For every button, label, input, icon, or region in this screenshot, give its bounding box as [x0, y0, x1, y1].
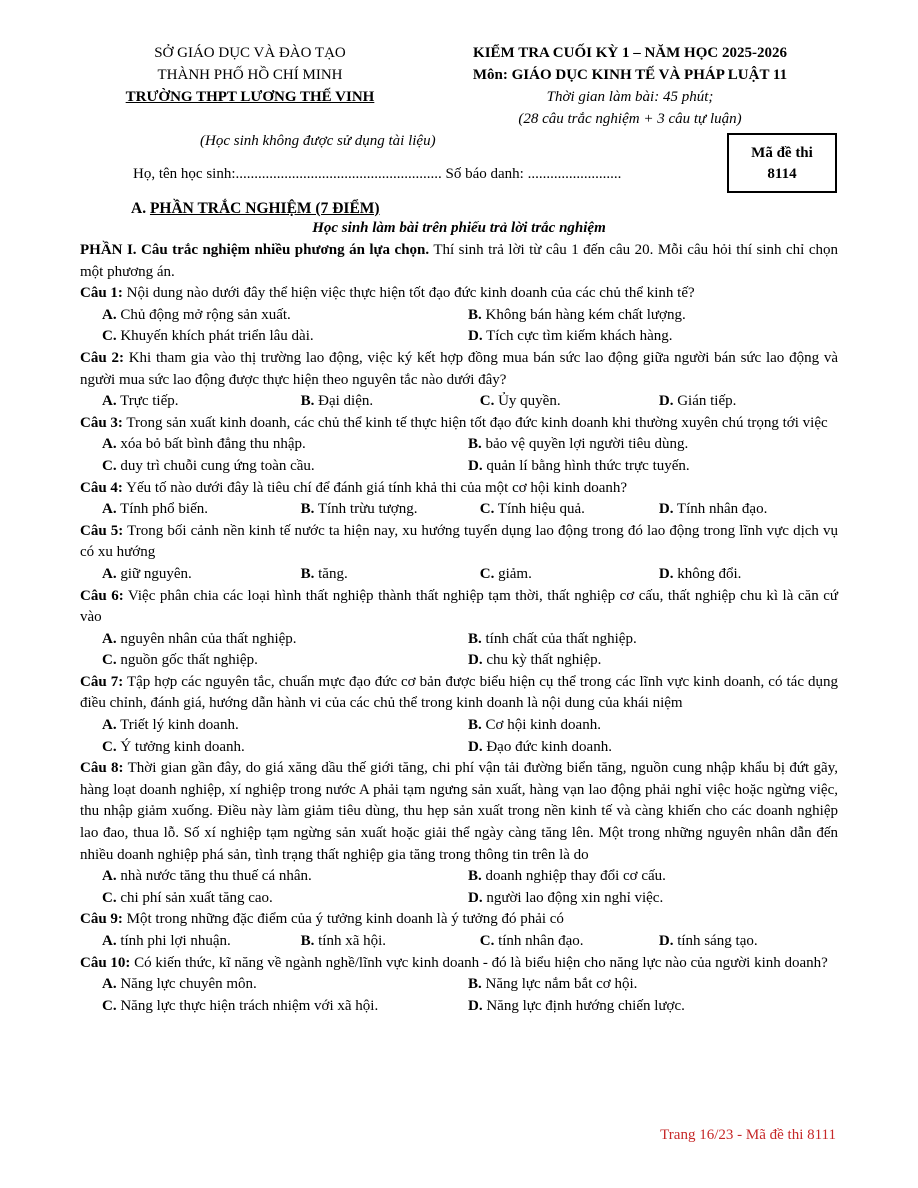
option-label: D. — [468, 997, 483, 1014]
option-text: Đại diện. — [314, 393, 374, 410]
option-b — [468, 974, 834, 996]
option-c — [80, 888, 468, 910]
option-d — [468, 737, 834, 759]
option-text: Chủ động mở rộng sản xuất. — [116, 306, 291, 323]
option-text: Không bán hàng kém chất lượng. — [481, 306, 686, 323]
option-text: tăng. — [314, 565, 348, 582]
question-stem — [80, 348, 838, 391]
options — [80, 629, 838, 672]
option-label: C. — [479, 565, 495, 582]
question-text: Việc phân chia các loại hình thất nghiệp thành thất nghiệp tạm thời, thất nghiệp cơ cấu, thất nghiệp chu kì là căn cứ vào — [80, 587, 838, 626]
no-documents-note: (Học sinh không được sử dụng tài liệu) — [200, 133, 436, 149]
option-text: tính chất của thất nghiệp. — [481, 630, 637, 647]
question-4 — [80, 478, 838, 521]
option-b — [301, 499, 480, 521]
exam-code-box — [727, 133, 837, 193]
options — [80, 974, 838, 1017]
option-a — [80, 434, 468, 456]
option-b — [301, 931, 480, 953]
option-text: Ý tưởng kinh doanh. — [116, 738, 245, 755]
option-d — [468, 326, 834, 348]
option-label: D. — [468, 738, 483, 755]
question-number: Câu 9: — [80, 911, 123, 928]
option-a — [80, 715, 468, 737]
option-text: Tích cực tìm kiếm khách hàng. — [482, 328, 673, 345]
section-a-title: PHẦN TRẮC NGHIỆM (7 ĐIỂM) — [149, 200, 380, 217]
option-c — [80, 456, 468, 478]
question-3 — [80, 413, 838, 478]
question-stem — [80, 672, 838, 715]
question-2 — [80, 348, 838, 413]
option-label: B. — [468, 976, 482, 993]
option-a — [80, 564, 301, 586]
question-stem — [80, 758, 838, 866]
exam-structure: (28 câu trắc nghiệm + 3 câu tự luận) — [518, 111, 742, 127]
option-c — [80, 737, 468, 759]
option-b — [301, 564, 480, 586]
options — [80, 564, 838, 586]
section-a-heading — [131, 200, 380, 218]
option-text: doanh nghiệp thay đổi cơ cấu. — [481, 868, 666, 885]
option-text: Năng lực thực hiện trách nhiệm với xã hội. — [116, 997, 379, 1014]
question-text: Trong sản xuất kinh doanh, các chủ thể kinh tế thực hiện tốt đạo đức kinh doanh khi thường xuyên chú trọng tới việc — [122, 414, 828, 431]
option-label: C. — [102, 457, 117, 474]
option-c — [480, 564, 659, 586]
option-a — [80, 499, 301, 521]
option-text: Khuyến khích phát triển lâu dài. — [116, 328, 314, 345]
option-text: Tính hiệu quả. — [494, 501, 585, 518]
option-a — [80, 305, 468, 327]
question-text: Thời gian gần đây, do giá xăng dầu thế giới tăng, chi phí vận tải đường biển tăng, nguồn cung nhập khẩu bị đứt gãy, hàng loạt doanh nghiệp, xí nghiệp trong nước A phải tạm ngưng sản xuất, hàng vạn lao động phải nghỉ việc hoặc ngừng việc, thu nhập giảm xuống. Điều này làm giảm tiêu dùng, thu hẹp sản xuất trong nền kinh tế và càng khiến cho các doanh nghiệp lao đao, thua lỗ. Số xí nghiệp tạm ngừng sản xuất hoặc giải thể ngày càng tăng lên. Một trong những nguyên nhân dẫn đến nhiều doanh nghiệp phá sản, tình trạng thất nghiệp gia tăng trong thông tin trên là do — [80, 760, 838, 863]
question-5 — [80, 521, 838, 586]
option-text: Năng lực định hướng chiến lược. — [482, 997, 685, 1014]
option-label: D. — [468, 889, 483, 906]
option-text: Tính nhân đạo. — [673, 501, 768, 518]
option-label: C. — [102, 652, 117, 669]
option-label: B. — [468, 436, 482, 453]
option-text: Ủy quyền. — [494, 393, 561, 410]
question-9 — [80, 909, 838, 952]
option-b — [468, 866, 834, 888]
question-text: Có kiến thức, kĩ năng về ngành nghề/lĩnh vực kinh doanh - đó là biểu hiện cho năng lực nào của người kinh doanh? — [130, 954, 828, 971]
option-label: C. — [102, 738, 117, 755]
option-label: A. — [102, 393, 117, 410]
option-label: A. — [102, 976, 117, 993]
option-text: Gián tiếp. — [673, 393, 737, 410]
option-label: A. — [102, 306, 117, 323]
option-d — [659, 391, 838, 413]
option-label: C. — [479, 501, 495, 518]
options — [80, 391, 838, 413]
option-label: D. — [468, 652, 483, 669]
option-c — [480, 391, 659, 413]
options — [80, 715, 838, 758]
question-stem — [80, 909, 838, 931]
option-d — [468, 456, 834, 478]
option-label: B. — [300, 393, 315, 410]
option-a — [80, 931, 301, 953]
option-label: A. — [102, 565, 117, 582]
option-label: B. — [300, 933, 315, 949]
option-text: nhà nước tăng thu thuế cá nhân. — [116, 868, 312, 885]
option-text: tính nhân đạo. — [494, 933, 584, 949]
option-label: A. — [102, 933, 117, 949]
department-name: SỞ GIÁO DỤC VÀ ĐÀO TẠO — [154, 45, 346, 61]
option-c — [480, 931, 659, 953]
option-text: Tính phổ biến. — [116, 501, 208, 518]
option-label: A. — [102, 868, 117, 885]
question-number: Câu 5: — [80, 522, 124, 539]
option-text: xóa bỏ bất bình đẳng thu nhập. — [116, 436, 306, 453]
option-label: A. — [102, 501, 117, 518]
part1-instruction: Thí sinh trả lời từ câu 1 đến câu 20. Mỗi câu hỏi thí sinh chỉ chọn một phương án. — [80, 242, 838, 280]
option-text: Tính trừu tượng. — [314, 501, 418, 518]
option-label: B. — [468, 630, 482, 647]
question-number: Câu 8: — [80, 760, 124, 777]
question-text: Nội dung nào dưới đây thể hiện việc thực hiện tốt đạo đức kinh doanh của các chủ thể kinh tế? — [122, 285, 695, 302]
question-stem — [80, 478, 838, 500]
option-label: D. — [468, 457, 483, 474]
question-number: Câu 3: — [80, 414, 123, 431]
option-c — [80, 996, 468, 1018]
city-name: THÀNH PHỐ HỒ CHÍ MINH — [157, 67, 343, 83]
part1-title: PHẦN I. Câu trắc nghiệm nhiều phương án lựa chọn. — [80, 242, 430, 258]
exam-code-label: Mã đề thi — [751, 145, 813, 161]
question-1 — [80, 283, 838, 348]
option-b — [468, 434, 834, 456]
option-label: D. — [468, 328, 483, 345]
option-label: D. — [658, 393, 674, 410]
option-label: C. — [102, 328, 117, 345]
option-c — [80, 650, 468, 672]
question-6 — [80, 586, 838, 672]
option-text: chi phí sản xuất tăng cao. — [116, 889, 273, 906]
question-stem — [80, 521, 838, 564]
option-text: người lao động xin nghỉ việc. — [482, 889, 664, 906]
option-b — [468, 305, 834, 327]
question-number: Câu 10: — [80, 954, 131, 971]
part1-intro — [80, 240, 838, 283]
option-text: tính sáng tạo. — [673, 933, 758, 949]
question-8 — [80, 758, 838, 909]
option-d — [468, 996, 834, 1018]
question-number: Câu 4: — [80, 479, 123, 496]
question-number: Câu 7: — [80, 673, 124, 690]
option-text: chu kỳ thất nghiệp. — [482, 652, 602, 669]
questions-content — [80, 240, 838, 1017]
question-stem — [80, 413, 838, 435]
option-text: giảm. — [494, 565, 532, 582]
options — [80, 305, 838, 348]
option-label: B. — [300, 501, 315, 518]
option-text: Cơ hội kinh doanh. — [481, 717, 601, 734]
option-text: nguồn gốc thất nghiệp. — [116, 652, 258, 669]
student-info-line: Họ, tên học sinh:....................................................... Số báo danh: ......................... — [133, 166, 622, 182]
option-b — [468, 715, 834, 737]
option-a — [80, 866, 468, 888]
option-text: Năng lực nắm bắt cơ hội. — [481, 976, 638, 993]
question-text: Yếu tố nào dưới đây là tiêu chí để đánh giá tính khả thi của một cơ hội kinh doanh? — [122, 479, 628, 496]
option-text: bảo vệ quyền lợi người tiêu dùng. — [481, 436, 689, 453]
option-label: A. — [102, 630, 117, 647]
exam-time: Thời gian làm bài: 45 phút; — [546, 89, 714, 105]
option-b — [468, 629, 834, 651]
question-10 — [80, 953, 838, 1018]
exam-code-value: 8114 — [767, 166, 797, 182]
exam-subject: Môn: GIÁO DỤC KINH TẾ VÀ PHÁP LUẬT 11 — [472, 67, 788, 83]
option-d — [468, 888, 834, 910]
school-name: TRƯỜNG THPT LƯƠNG THẾ VINH — [125, 89, 375, 105]
options — [80, 931, 838, 953]
option-label: C. — [479, 393, 495, 410]
option-b — [301, 391, 480, 413]
question-text: Tập hợp các nguyên tắc, chuẩn mực đạo đức cơ bản được biểu hiện cụ thể trong các lĩnh vực kinh doanh, có tác dụng điều chỉnh, đánh giá, hướng dẫn hành vi của các chủ thể trong kinh doanh là nội dung của khái niệm — [80, 673, 838, 712]
question-7 — [80, 672, 838, 758]
option-label: D. — [658, 501, 674, 518]
option-text: Đạo đức kinh doanh. — [482, 738, 612, 755]
section-a-note: Học sinh làm bài trên phiếu trả lời trắc nghiệm — [312, 220, 606, 236]
option-label: B. — [300, 565, 315, 582]
exam-title: KIỂM TRA CUỐI KỲ 1 – NĂM HỌC 2025-2026 — [473, 45, 787, 61]
school-header — [100, 42, 400, 108]
option-text: không đổi. — [673, 565, 742, 582]
option-text: tính xã hội. — [314, 933, 387, 949]
option-c — [480, 499, 659, 521]
option-label: D. — [658, 565, 674, 582]
option-label: A. — [102, 717, 117, 734]
section-a-prefix: A. — [131, 200, 150, 217]
option-d — [659, 931, 838, 953]
question-number: Câu 2: — [80, 349, 124, 366]
option-label: C. — [479, 933, 495, 949]
option-text: Triết lý kinh doanh. — [116, 717, 239, 734]
question-stem — [80, 953, 838, 975]
option-text: Trực tiếp. — [116, 393, 179, 410]
option-a — [80, 974, 468, 996]
option-text: giữ nguyên. — [116, 565, 192, 582]
option-label: A. — [102, 436, 117, 453]
question-number: Câu 1: — [80, 285, 123, 302]
option-a — [80, 629, 468, 651]
option-label: C. — [102, 997, 117, 1014]
option-d — [659, 499, 838, 521]
question-text: Khi tham gia vào thị trường lao động, việc ký kết hợp đồng mua bán sức lao động giữa người bán sức lao động và người mua sức lao động được thực hiện theo nguyên tắc nào dưới đây? — [80, 349, 839, 388]
option-text: tính phi lợi nhuận. — [116, 933, 231, 949]
options — [80, 866, 838, 909]
option-a — [80, 391, 301, 413]
option-label: B. — [468, 868, 482, 885]
question-stem — [80, 283, 838, 305]
question-text: Trong bối cảnh nền kinh tế nước ta hiện nay, xu hướng tuyển dụng lao động trong đó lao động trong lĩnh vực dịch vụ có xu hướng — [80, 522, 839, 561]
exam-header — [420, 42, 840, 130]
option-text: nguyên nhân của thất nghiệp. — [116, 630, 297, 647]
option-c — [80, 326, 468, 348]
options — [80, 499, 838, 521]
option-text: Năng lực chuyên môn. — [116, 976, 257, 993]
option-label: C. — [102, 889, 117, 906]
question-text: Một trong những đặc điểm của ý tưởng kinh doanh là ý tưởng đó phải có — [122, 911, 564, 928]
question-number: Câu 6: — [80, 587, 124, 604]
option-d — [468, 650, 834, 672]
option-label: D. — [658, 933, 674, 949]
option-label: B. — [468, 717, 482, 734]
page-footer: Trang 16/23 - Mã đề thi 8111 — [660, 1127, 836, 1143]
options — [80, 434, 838, 477]
option-text: quản lí bằng hình thức trực tuyến. — [482, 457, 690, 474]
option-d — [659, 564, 838, 586]
question-stem — [80, 586, 838, 629]
option-label: B. — [468, 306, 482, 323]
option-text: duy trì chuỗi cung ứng toàn cầu. — [116, 457, 315, 474]
